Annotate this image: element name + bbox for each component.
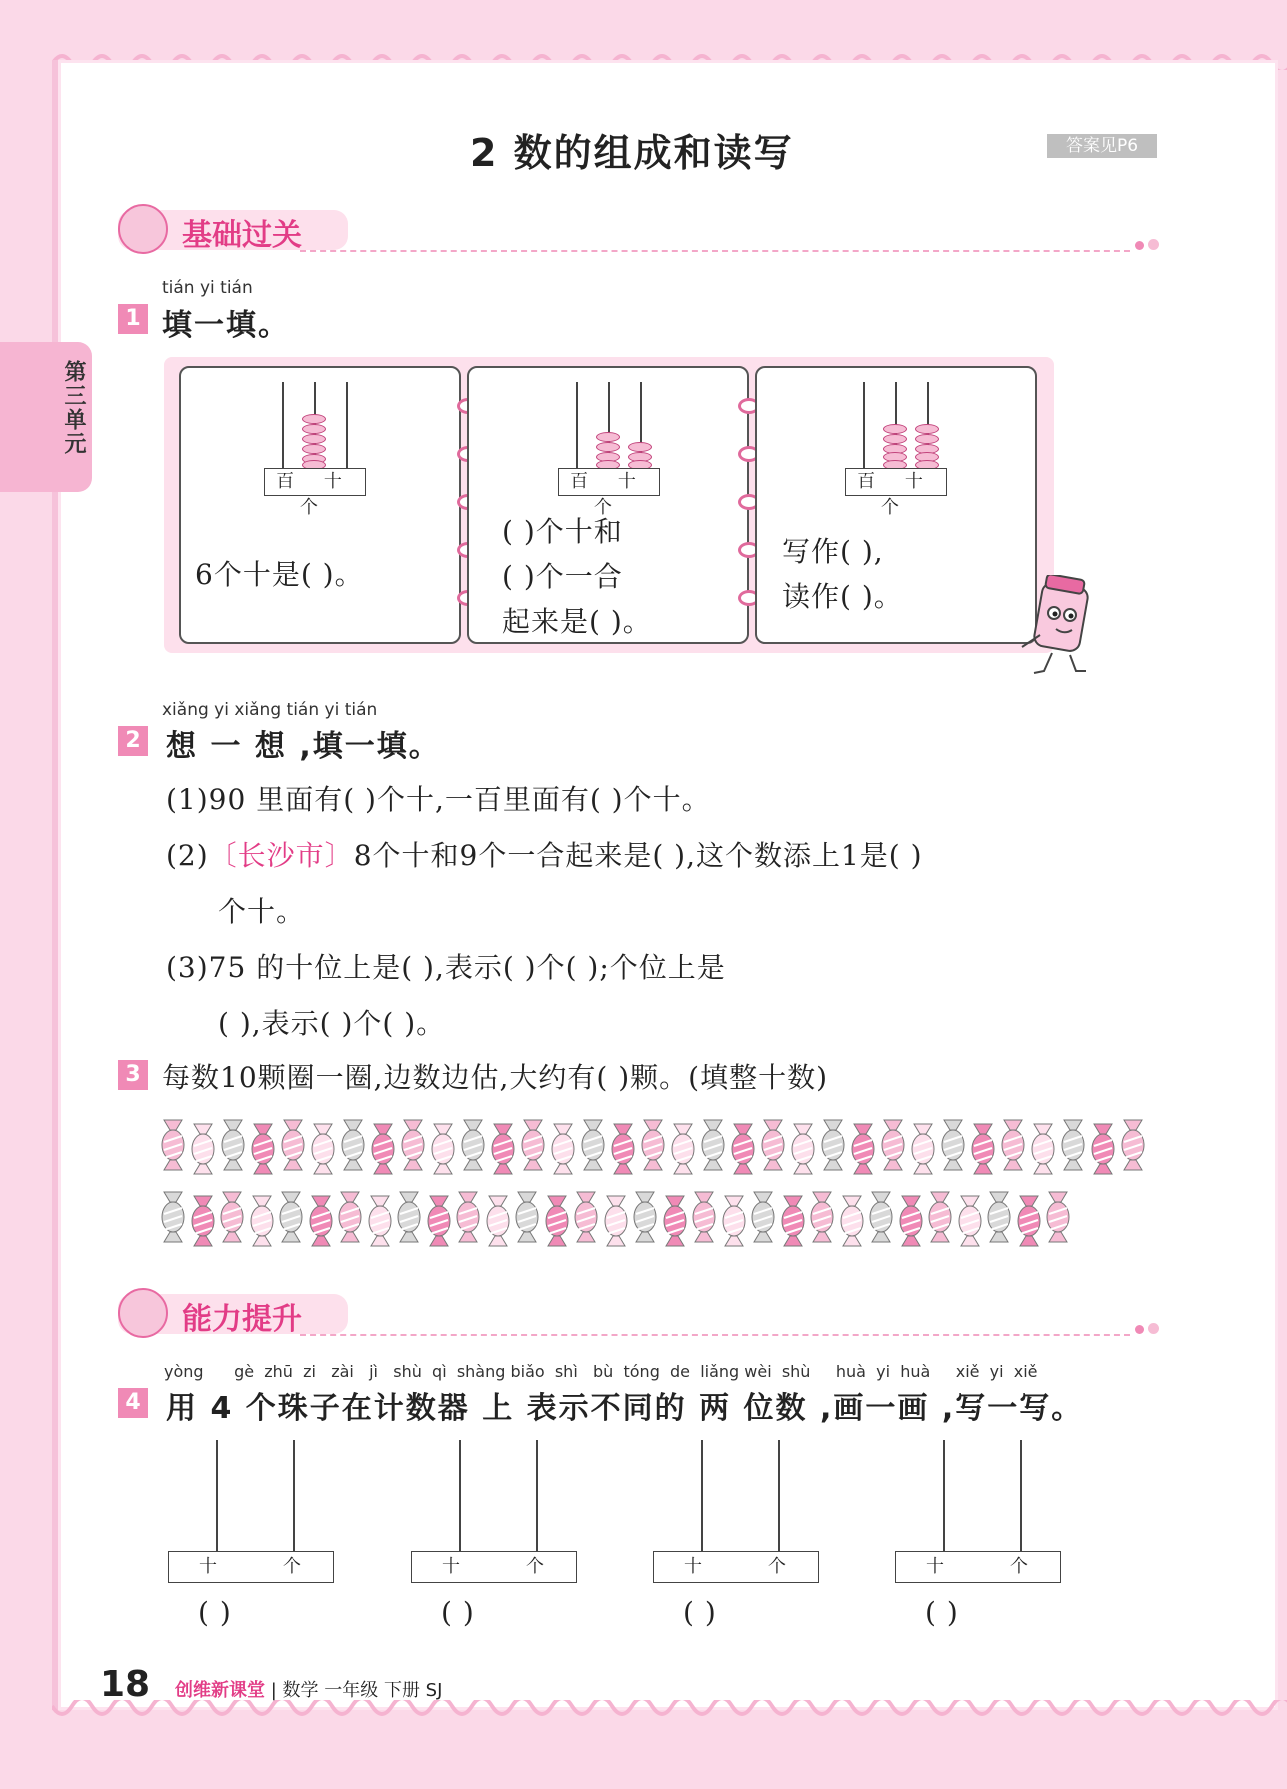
counter-base-2[interactable] bbox=[411, 1551, 577, 1583]
bead bbox=[302, 444, 326, 454]
candy-icon bbox=[1090, 1122, 1116, 1176]
decor-dot-icon bbox=[1148, 239, 1159, 250]
bead bbox=[883, 424, 907, 434]
candy-icon bbox=[910, 1122, 936, 1176]
unit-side-tab-label: 第三单元 bbox=[61, 360, 86, 456]
candy-icon bbox=[249, 1194, 275, 1248]
page-number: 18 bbox=[100, 1664, 151, 1705]
candy-icon bbox=[700, 1118, 726, 1172]
counter-rod bbox=[282, 382, 284, 468]
counter-ten-label: 十 bbox=[684, 1556, 702, 1577]
counter-rod bbox=[216, 1440, 218, 1552]
candy-icon bbox=[219, 1190, 245, 1244]
bead bbox=[883, 434, 907, 444]
counter-base-label: 百 十 个 bbox=[558, 468, 660, 496]
candy-icon bbox=[1016, 1194, 1042, 1248]
counter-rod bbox=[536, 1440, 538, 1552]
counter-base-4[interactable] bbox=[895, 1551, 1061, 1583]
bead bbox=[596, 442, 620, 452]
footer-brand: 创维新课堂 bbox=[175, 1680, 265, 1701]
candy-icon bbox=[940, 1118, 966, 1172]
candy-icon bbox=[370, 1122, 396, 1176]
candy-icon bbox=[839, 1194, 865, 1248]
counter-rod bbox=[293, 1440, 295, 1552]
candy-icon bbox=[780, 1194, 806, 1248]
candy-icon bbox=[750, 1190, 776, 1244]
bead bbox=[596, 432, 620, 442]
q2-item-2-number: (2) bbox=[166, 839, 209, 872]
section-divider bbox=[300, 1334, 1130, 1336]
q1-pinyin: tián yi tián bbox=[162, 278, 253, 298]
candy-icon bbox=[721, 1194, 747, 1248]
decor-dot-icon bbox=[1135, 241, 1144, 250]
candy-icon bbox=[337, 1190, 363, 1244]
candy-icon bbox=[250, 1122, 276, 1176]
q2-item-1: (1)90 里面有( )个十,一百里面有( )个十。 bbox=[166, 783, 711, 816]
answer-reference-badge: 答案见P6 bbox=[1047, 134, 1157, 158]
candy-icon bbox=[970, 1122, 996, 1176]
decor-dot-icon bbox=[1148, 1323, 1159, 1334]
candy-icon bbox=[820, 1118, 846, 1172]
page-border-wave-bottom bbox=[52, 1700, 1287, 1726]
q1-card-3-line-1: 写作( ), bbox=[782, 535, 884, 568]
candy-icon bbox=[220, 1118, 246, 1172]
candy-icon bbox=[790, 1122, 816, 1176]
section-divider bbox=[300, 250, 1130, 252]
candy-icon bbox=[308, 1194, 334, 1248]
candy-icon bbox=[573, 1190, 599, 1244]
footer-text bbox=[175, 1676, 442, 1702]
candy-icon bbox=[280, 1118, 306, 1172]
candy-icon bbox=[544, 1194, 570, 1248]
section-advanced-heading: 能力提升 bbox=[182, 1302, 302, 1337]
candy-icon bbox=[310, 1122, 336, 1176]
bead bbox=[302, 424, 326, 434]
candy-icon bbox=[1000, 1118, 1026, 1172]
section-basic-heading: 基础过关 bbox=[182, 218, 302, 253]
candy-icon bbox=[1120, 1118, 1146, 1172]
candy-icon bbox=[396, 1190, 422, 1244]
unit-side-tab bbox=[0, 342, 92, 492]
page-title: 2 数的组成和读写 bbox=[470, 131, 794, 175]
candy-icon bbox=[868, 1190, 894, 1244]
q4-pinyin: yòng gè zhū zi zài jì shù qì shàng biǎo shì bù tóng de liǎng wèi shù huà yi huà xiě yi xiě bbox=[164, 1362, 1038, 1381]
candy-icon bbox=[850, 1122, 876, 1176]
counter-base-label: 百 十 个 bbox=[845, 468, 947, 496]
counter-base-label: 百 十 个 bbox=[264, 468, 366, 496]
candy-icon bbox=[190, 1194, 216, 1248]
candy-icon bbox=[160, 1190, 186, 1244]
q1-card-1-text: 6个十是( )。 bbox=[195, 558, 364, 591]
q1-card-2-line-3: 起来是( )。 bbox=[502, 605, 652, 638]
candy-icon bbox=[927, 1190, 953, 1244]
candy-icon bbox=[670, 1122, 696, 1176]
q3-prompt: 每数10颗圈一圈,边数边估,大约有( )颗。(填整十数) bbox=[162, 1061, 829, 1094]
candy-icon bbox=[485, 1194, 511, 1248]
q4-answer-slot-4[interactable]: ( ) bbox=[925, 1596, 959, 1629]
candy-icon bbox=[520, 1118, 546, 1172]
q1-card-3-line-2: 读作( )。 bbox=[782, 580, 903, 613]
mascot-monkey-icon bbox=[118, 1288, 168, 1338]
bead bbox=[302, 414, 326, 424]
pencil-mascot-icon bbox=[1018, 575, 1108, 675]
candy-icon bbox=[632, 1190, 658, 1244]
bead bbox=[915, 434, 939, 444]
candy-icon bbox=[898, 1194, 924, 1248]
q2-prompt: 想 一 想 ,填一填。 bbox=[166, 729, 441, 764]
candy-icon bbox=[809, 1190, 835, 1244]
counter-rod bbox=[943, 1440, 945, 1552]
candy-icon bbox=[426, 1194, 452, 1248]
decor-dot-icon bbox=[1135, 1325, 1144, 1334]
candy-icon bbox=[580, 1118, 606, 1172]
q1-number: 1 bbox=[118, 304, 148, 334]
counter-rod bbox=[576, 382, 578, 468]
candy-icon bbox=[160, 1118, 186, 1172]
q2-number: 2 bbox=[118, 726, 148, 756]
q4-prompt: 用 4 个珠子在计数器 上 表示不同的 两 位数 ,画一画 ,写一写。 bbox=[166, 1391, 1084, 1426]
counter-base-1[interactable] bbox=[168, 1551, 334, 1583]
candy-icon bbox=[550, 1122, 576, 1176]
candy-icon bbox=[430, 1122, 456, 1176]
footer-details: | 数学 一年级 下册 SJ bbox=[270, 1680, 443, 1701]
candy-icon bbox=[760, 1118, 786, 1172]
q2-pinyin: xiǎng yi xiǎng tián yi tián bbox=[162, 700, 378, 720]
q3-number: 3 bbox=[118, 1060, 148, 1090]
candy-icon bbox=[1045, 1190, 1071, 1244]
candy-icon bbox=[460, 1118, 486, 1172]
bead bbox=[628, 442, 652, 452]
counter-one-label: 个 bbox=[1010, 1556, 1028, 1577]
candy-icon bbox=[1030, 1122, 1056, 1176]
candy-icon bbox=[340, 1118, 366, 1172]
counter-one-label: 个 bbox=[768, 1556, 786, 1577]
candy-icon bbox=[1060, 1118, 1086, 1172]
q4-number: 4 bbox=[118, 1388, 148, 1418]
candy-icon bbox=[691, 1190, 717, 1244]
counter-ten-label: 十 bbox=[442, 1556, 460, 1577]
counter-rod bbox=[863, 382, 865, 468]
counter-ten-label: 十 bbox=[926, 1556, 944, 1577]
q1-card-2-line-1: ( )个十和 bbox=[502, 515, 623, 548]
candy-icon bbox=[986, 1190, 1012, 1244]
q4-answer-slot-1[interactable]: ( ) bbox=[198, 1596, 232, 1629]
candy-icon bbox=[640, 1118, 666, 1172]
mascot-monkey-icon bbox=[118, 204, 168, 254]
candy-group bbox=[160, 1118, 1140, 1258]
candy-icon bbox=[514, 1190, 540, 1244]
candy-icon bbox=[610, 1122, 636, 1176]
candy-icon bbox=[278, 1190, 304, 1244]
q2-item-3-continued: ( ),表示( )个( )。 bbox=[218, 1007, 446, 1040]
counter-one-label: 个 bbox=[283, 1556, 301, 1577]
q2-item-2-region-tag: 〔长沙市〕 bbox=[208, 839, 354, 872]
candy-icon bbox=[455, 1190, 481, 1244]
q4-answer-slot-2[interactable]: ( ) bbox=[441, 1596, 475, 1629]
bead bbox=[302, 434, 326, 444]
counter-one-label: 个 bbox=[526, 1556, 544, 1577]
q2-item-3: (3)75 的十位上是( ),表示( )个( );个位上是 bbox=[166, 951, 726, 984]
candy-icon bbox=[190, 1122, 216, 1176]
q2-item-2-text: 8个十和9个一合起来是( ),这个数添上1是( ) bbox=[353, 839, 923, 872]
q2-item-2-continued: 个十。 bbox=[218, 895, 306, 928]
counter-rod bbox=[701, 1440, 703, 1552]
candy-icon bbox=[603, 1194, 629, 1248]
counter-rod bbox=[346, 382, 348, 468]
counter-base-3[interactable] bbox=[653, 1551, 819, 1583]
candy-icon bbox=[490, 1122, 516, 1176]
bead bbox=[915, 424, 939, 434]
q2-item-2 bbox=[166, 834, 923, 874]
counter-rod bbox=[459, 1440, 461, 1552]
candy-icon bbox=[662, 1194, 688, 1248]
candy-icon bbox=[957, 1194, 983, 1248]
candy-icon bbox=[730, 1122, 756, 1176]
q4-answer-slot-3[interactable]: ( ) bbox=[683, 1596, 717, 1629]
counter-rod bbox=[1020, 1440, 1022, 1552]
q1-prompt: 填一填。 bbox=[162, 308, 290, 343]
candy-icon bbox=[880, 1118, 906, 1172]
candy-icon bbox=[400, 1118, 426, 1172]
counter-rod bbox=[778, 1440, 780, 1552]
q1-card-2-line-2: ( )个一合 bbox=[502, 560, 623, 593]
counter-ten-label: 十 bbox=[199, 1556, 217, 1577]
candy-icon bbox=[367, 1194, 393, 1248]
